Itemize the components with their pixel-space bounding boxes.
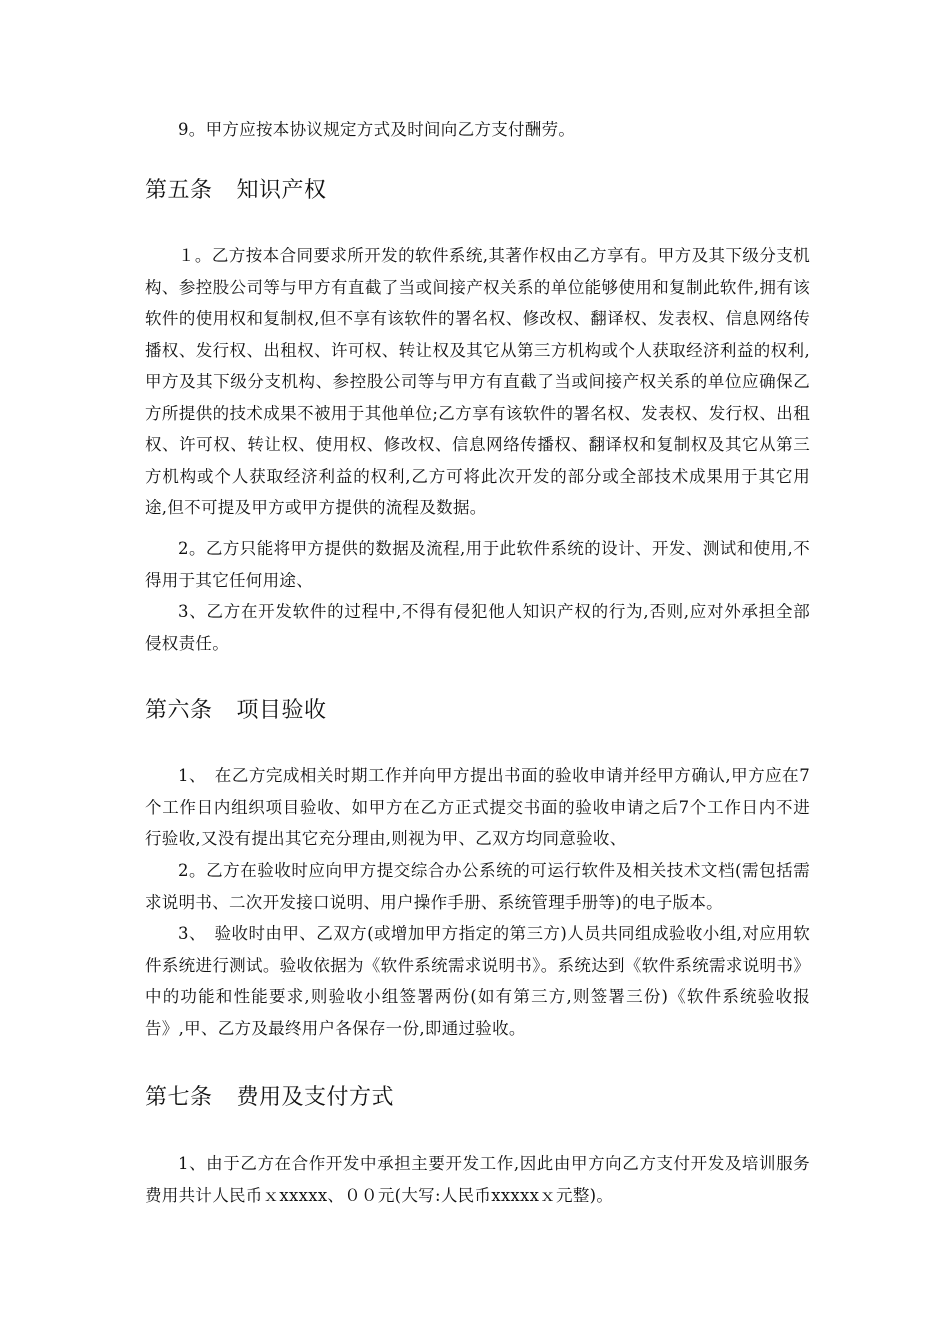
section-7-title: 费用及支付方式	[236, 1085, 395, 1110]
section-5-paragraph-2: 2。乙方只能将甲方提供的数据及流程,用于此软件系统的设计、开发、测试和使用,不得用于其它任何用途、	[145, 539, 810, 590]
section-6-number: 第六条	[145, 698, 213, 723]
section-6-paragraph-1: 1、 在乙方完成相关时期工作并向甲方提出书面的验收申请并经甲方确认,甲方应在7个工作日内组织项目验收、如甲方在乙方正式提交书面的验收申请之后7个工作日内不进行验收,又没有提出其它充分理由,则视为甲、乙双方均同意验收、	[145, 766, 810, 848]
section-6-heading	[145, 696, 810, 726]
section-5-heading	[145, 176, 810, 206]
section-6-paragraph-2: 2。乙方在验收时应向甲方提交综合办公系统的可运行软件及相关技术文档(需包括需求说明书、二次开发接口说明、用户操作手册、系统管理手册等)的电子版本。	[145, 861, 810, 912]
section-7-number: 第七条	[145, 1085, 213, 1110]
section-7-paragraph-1: 1、由于乙方在合作开发中承担主要开发工作,因此由甲方向乙方支付开发及培训服务费用共计人民币ｘxxxxx、００元(大写:人民币xxxxxｘ元整)。	[145, 1154, 810, 1205]
section-6-paragraph-3: 3、 验收时由甲、乙双方(或增加甲方指定的第三方)人员共同组成验收小组,对应用软件系统进行测试。验收依据为《软件系统需求说明书》。系统达到《软件系统需求说明书》中的功能和性能要求,则验收小组签署两份(如有第三方,则签署三份)《软件系统验收报告》,甲、乙方及最终用户各保存一份,即通过验收。	[145, 924, 810, 1038]
section-6-title: 项目验收	[236, 698, 327, 723]
section-5-number: 第五条	[145, 178, 213, 203]
section-5-title: 知识产权	[236, 178, 327, 203]
section-5-paragraph-1: １。乙方按本合同要求所开发的软件系统,其著作权由乙方享有。甲方及其下级分支机构、参控股公司等与甲方有直截了当或间接产权关系的单位能够使用和复制此软件,拥有该软件的使用权和复制权,但不享有该软件的署名权、修改权、翻译权、发表权、信息网络传播权、发行权、出租权、许可权、转让权及其它从第三方机构或个人获取经济利益的权利,甲方及其下级分支机构、参控股公司等与甲方有直截了当或间接产权关系的单位应确保乙方所提供的技术成果不被用于其他单位;乙方享有该软件的署名权、发表权、发行权、出租权、许可权、转让权、使用权、修改权、信息网络传播权、翻译权和复制权及其它从第三方机构或个人获取经济利益的权利,乙方可将此次开发的部分或全部技术成果用于其它用途,但不可提及甲方或甲方提供的流程及数据。	[145, 246, 810, 517]
section-7-heading	[145, 1083, 810, 1113]
clause-4-item-9: 9。甲方应按本协议规定方式及时间向乙方支付酬劳。	[178, 120, 576, 139]
section-5-paragraph-3: 3、乙方在开发软件的过程中,不得有侵犯他人知识产权的行为,否则,应对外承担全部侵权责任。	[145, 602, 810, 653]
